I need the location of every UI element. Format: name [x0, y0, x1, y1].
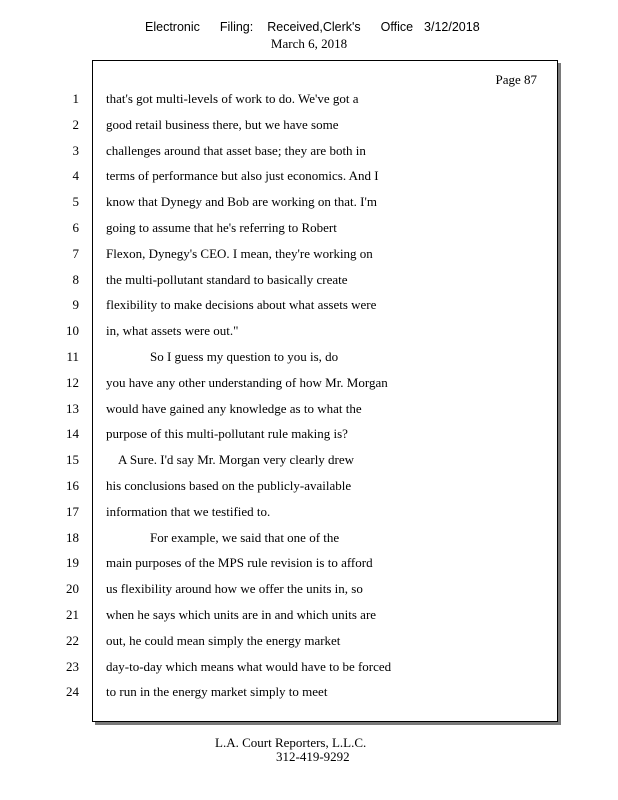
line-number: 8: [72, 271, 79, 287]
line-number: 6: [72, 220, 79, 235]
transcript-line: For example, we said that one of the: [150, 529, 340, 545]
transcript-line: would have gained any knowledge as to what the: [106, 400, 362, 416]
page-number: Page 87: [495, 72, 537, 87]
transcript-line: flexibility to make decisions about what assets were: [106, 297, 377, 313]
line-number: 14: [66, 426, 79, 442]
filing-word-electronic: Electronic: [145, 20, 200, 34]
transcript-line: out, he could mean simply the energy market: [106, 632, 341, 648]
transcript-line: know that Dynegy and Bob are working on that. I'm: [106, 194, 377, 210]
line-number: 4: [72, 168, 79, 184]
filing-word-date: 3/12/2018: [424, 20, 480, 34]
line-number: 19: [66, 555, 79, 571]
footer-phone: 312-419-9292: [276, 749, 350, 764]
transcript-line: A Sure. I'd say Mr. Morgan very clearly drew: [118, 452, 355, 468]
transcript-line: his conclusions based on the publicly-available: [106, 478, 352, 493]
transcript-line: Flexon, Dynegy's CEO. I mean, they're working on: [106, 245, 373, 261]
transcript-line: main purposes of the MPS rule revision is to afford: [106, 555, 373, 571]
transcript-line: in, what assets were out.": [106, 323, 239, 339]
line-number: 13: [66, 400, 79, 416]
transcript-line: day-to-day which means what would have to be forced: [106, 658, 392, 674]
transcript-line: you have any other understanding of how Mr. Morgan: [106, 374, 388, 390]
line-number: 11: [66, 349, 79, 364]
transcript-line: terms of performance but also just economics. And I: [106, 168, 379, 184]
line-number: 21: [66, 607, 79, 622]
filing-stamp-line: [145, 20, 480, 34]
transcript-line: the multi-pollutant standard to basically create: [106, 271, 348, 287]
transcript-line: when he says which units are in and which units are: [106, 607, 377, 622]
filing-word-received-clerks: Received,Clerk's: [267, 20, 361, 34]
line-number: 3: [72, 142, 79, 158]
line-number: 5: [72, 194, 79, 210]
transcript-line: information that we testified to.: [106, 503, 271, 519]
transcript-line: that's got multi-levels of work to do. We've got a: [106, 91, 359, 106]
line-number: 18: [66, 529, 79, 545]
transcript-line: So I guess my question to you is, do: [150, 349, 339, 364]
line-number: 20: [66, 581, 79, 597]
transcript-line: purpose of this multi-pollutant rule making is?: [106, 426, 348, 442]
transcript-line: us flexibility around how we offer the units in, so: [106, 581, 363, 597]
line-number: 2: [72, 116, 79, 132]
filing-stamp-header: [0, 20, 618, 52]
filing-word-office: Office: [380, 20, 414, 34]
line-number: 22: [66, 632, 79, 648]
line-number: 17: [66, 503, 79, 519]
line-number: 15: [66, 452, 79, 468]
line-number: 1: [72, 91, 79, 106]
line-number: 10: [66, 323, 79, 339]
transcript-line: good retail business there, but we have some: [106, 116, 339, 132]
transcript-line: going to assume that he's referring to Robert: [106, 220, 337, 235]
line-number: 23: [66, 658, 79, 674]
line-number: 12: [66, 374, 79, 390]
transcript-line: to run in the energy market simply to meet: [106, 684, 328, 700]
line-number: 16: [66, 478, 79, 493]
transcript-line: challenges around that asset base; they are both in: [106, 142, 366, 158]
filing-date: March 6, 2018: [270, 36, 348, 51]
filing-word-filing: Filing:: [219, 20, 254, 34]
line-number: 9: [72, 297, 79, 313]
footer-company: L.A. Court Reporters, L.L.C.: [215, 735, 367, 750]
line-number: 7: [72, 245, 79, 261]
line-number: 24: [66, 684, 79, 700]
